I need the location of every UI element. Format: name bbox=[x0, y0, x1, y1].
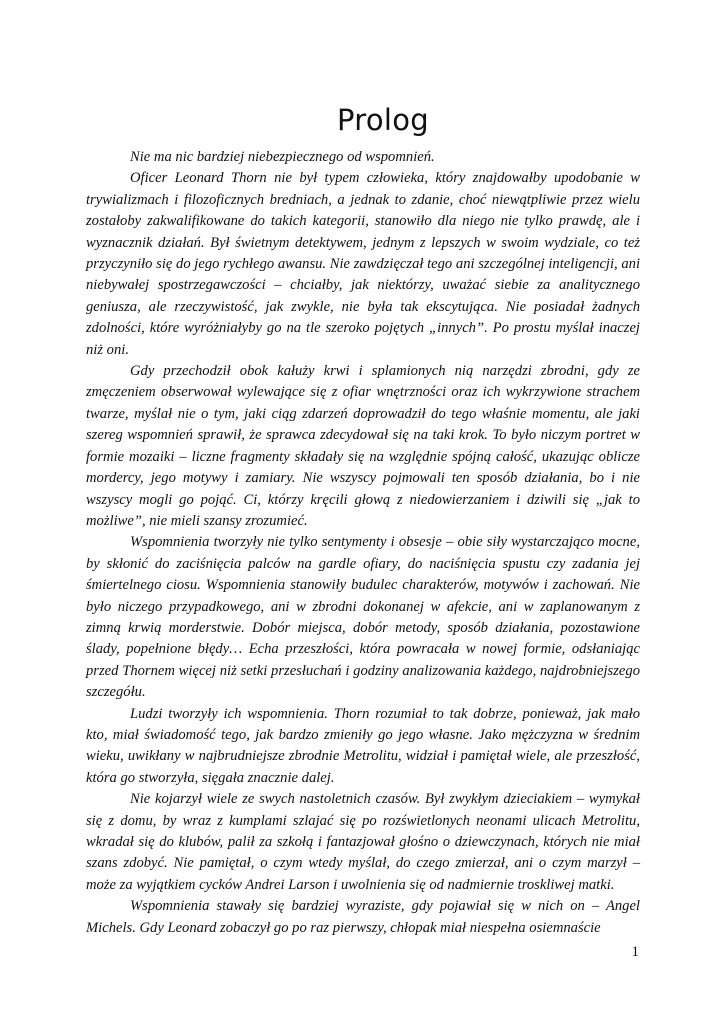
paragraph: Oficer Leonard Thorn nie był typem człowieka, który znajdowałby upodobanie w trywializmach i filozoficznych bredniach, a jednak to zdanie, choć niewątpliwie przez wielu zostałoby zakwalifikowane do takich kategorii, stanowiło dla niego nie tylko prawdę, ale i wyznacznik działań. Był świetnym detektywem, jednym z lepszych w swoim wydziale, co też przyczyniło się do jego rychłego awansu. Nie zawdzięczał tego ani szczególnej inteligencji, ani niebywałej spostrzegawczości – chciałby, jak niektórzy, uważać siebie za analitycznego geniusza, ale rzeczywistość, jak zwykle, nie była tak ekscytująca. Nie posiadał żadnych zdolności, które wyróżniałyby go na tle szeroko pojętych „innych”. Po prostu myślał inaczej niż oni. bbox=[86, 170, 640, 358]
page-number: 1 bbox=[631, 944, 639, 960]
paragraph: Ludzi tworzyły ich wspomnienia. Thorn rozumiał to tak dobrze, ponieważ, jak mało kto, miał świadomość tego, jak bardzo zmieniły go jego własne. Jako mężczyzna w średnim wieku, uwikłany w najbrudniejsze zbrodnie Metrolitu, widział i pamiętał wiele, ale przeszłość, która go stworzyła, sięgała znacznie dalej. bbox=[86, 705, 640, 786]
paragraph: Wspomnienia tworzyły nie tylko sentymenty i obsesje – obie siły wystarczająco mocne, by skłonić do zaciśnięcia palców na gardle ofiary, do naciśnięcia spustu czy zadania jej śmiertelnego ciosu. Wspomnienia stanowiły budulec charakterów, motywów i zachowań. Nie było niczego przypadkowego, ani w zbrodni dokonanej w afekcie, ani w zaplanowanym z zimną krwią morderstwie. Dobór miejsca, dobór metody, sposób działania, pozostawione ślady, popełnione błędy… Echa przeszłości, która powracała w nowej formie, odsłaniając przed Thornem więcej niż setki przesłuchań i godziny analizowania każdego, najdrobniejszego szczegółu. bbox=[86, 534, 640, 701]
paragraph: Nie ma nic bardziej niebezpiecznego od wspomnień. bbox=[130, 149, 435, 165]
page-title: Prolog bbox=[336, 103, 429, 137]
body-text bbox=[86, 147, 640, 939]
paragraph: Nie kojarzył wiele ze swych nastoletnich czasów. Był zwykłym dzieciakiem – wymykał się z domu, by wraz z kumplami szlajać się po rozświetlonych neonami ulicach Metrolitu, wkradał się do klubów, palił za szkołą i fantazjował głośno o dziewczynach, których nie miał szans zdobyć. Nie pamiętał, o czym wtedy myślał, do czego zmierzał, ani o czym marzył – może za wyjątkiem cycków Andrei Larson i uwolnienia się od nadmiernie troskliwej matki. bbox=[86, 791, 640, 893]
paragraph: Gdy przechodził obok kałuży krwi i splamionych nią narzędzi zbrodni, gdy ze zmęczeniem obserwował wylewające się z ofiar wnętrzności oraz ich wykrzywione strachem twarze, myślał nie o tym, jaki ciąg zdarzeń doprowadził do tego właśnie momentu, ale jaki szereg wspomnień sprawił, że sprawca zdecydował się na taki krok. To było niczym portret w formie mozaiki – liczne fragmenty składały się na względnie spójną całość, ukazując oblicze mordercy, jego motywy i zamiary. Nie wszyscy pojmowali ten sposób działania, bo i nie wszyscy mogli go pojąć. Ci, którzy kręcili głową z niedowierzaniem i dziwili się „jak to możliwe”, nie mieli szansy zrozumieć. bbox=[86, 363, 640, 529]
document-page bbox=[86, 103, 640, 939]
paragraph: Wspomnienia stawały się bardziej wyraziste, gdy pojawiał się w nich on – Angel Michels. Gdy Leonard zobaczył go po raz pierwszy, chłopak miał niespełna osiemnaście bbox=[86, 898, 640, 936]
